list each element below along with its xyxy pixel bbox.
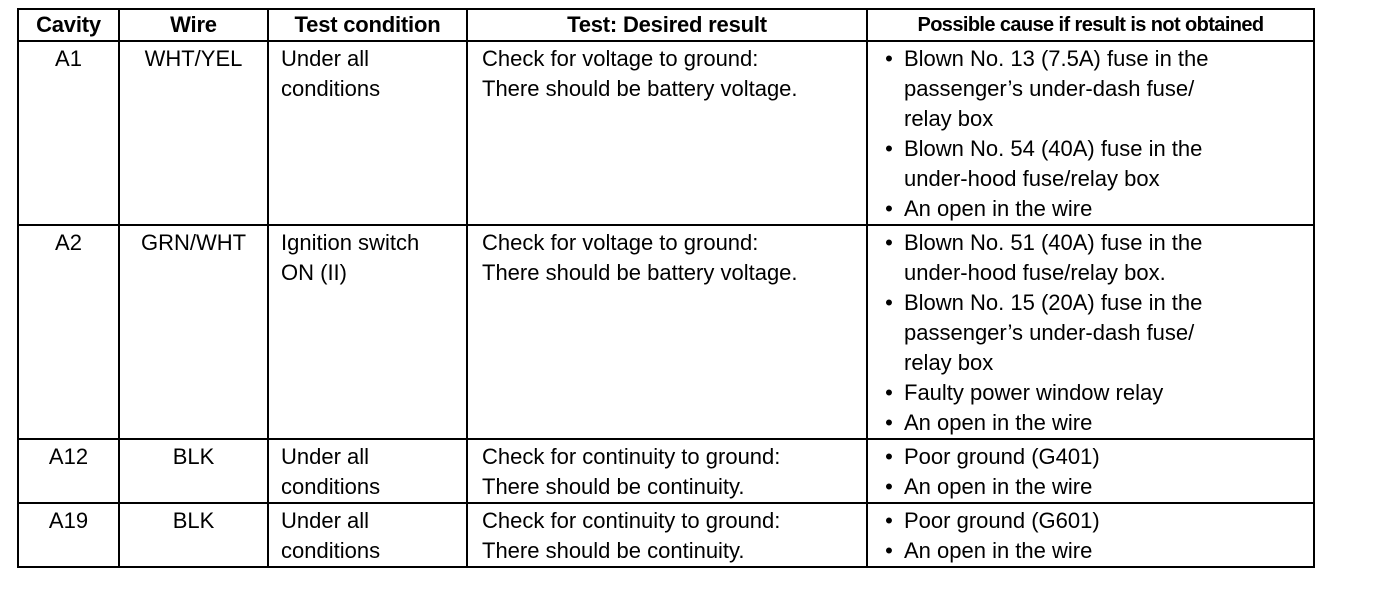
desired-result-cell	[467, 439, 867, 503]
cavity-cell: A12	[18, 439, 119, 503]
cause-item	[882, 134, 1313, 194]
cause-item	[882, 442, 1313, 472]
desired-result-line: There should be continuity.	[482, 538, 745, 563]
possible-cause-cell	[867, 503, 1314, 567]
bullet-icon: •	[885, 474, 893, 499]
cause-line: Blown No. 13 (7.5A) fuse in the	[904, 46, 1209, 71]
test-condition-line: conditions	[281, 538, 381, 563]
desired-result-line: Check for continuity to ground:	[482, 508, 781, 533]
cause-line: An open in the wire	[904, 474, 1093, 499]
table-row	[18, 439, 1314, 503]
cause-line: Blown No. 54 (40A) fuse in the	[904, 136, 1203, 161]
cause-item	[882, 194, 1313, 224]
cavity-cell: A1	[18, 41, 119, 225]
test-condition-line: Under all	[281, 444, 370, 469]
header-wire: Wire	[119, 9, 268, 41]
test-condition-cell	[268, 41, 467, 225]
cause-line: Blown No. 51 (40A) fuse in the	[904, 230, 1203, 255]
bullet-icon: •	[885, 136, 893, 161]
cause-list	[882, 228, 1313, 438]
desired-result-line: Check for continuity to ground:	[482, 444, 781, 469]
bullet-icon: •	[885, 196, 893, 221]
desired-result-line: Check for voltage to ground:	[482, 46, 759, 71]
header-test-condition: Test condition	[268, 9, 467, 41]
header-row	[18, 9, 1314, 41]
bullet-icon: •	[885, 508, 893, 533]
header-cavity: Cavity	[18, 9, 119, 41]
cause-line: Faulty power window relay	[904, 380, 1164, 405]
test-condition-line: ON (II)	[281, 260, 347, 285]
cause-item	[882, 378, 1313, 408]
desired-result-line: There should be battery voltage.	[482, 76, 798, 101]
desired-result-line: There should be battery voltage.	[482, 260, 798, 285]
wire-cell: GRN/WHT	[119, 225, 268, 439]
cause-item	[882, 228, 1313, 288]
cause-item	[882, 288, 1313, 378]
cause-line: An open in the wire	[904, 410, 1093, 435]
cause-item	[882, 506, 1313, 536]
table-row	[18, 503, 1314, 567]
cause-item	[882, 536, 1313, 566]
cause-line: relay box	[904, 106, 994, 131]
bullet-icon: •	[885, 538, 893, 563]
cause-line: An open in the wire	[904, 538, 1093, 563]
cause-item	[882, 408, 1313, 438]
test-condition-line: conditions	[281, 474, 381, 499]
cause-line: Blown No. 15 (20A) fuse in the	[904, 290, 1203, 315]
bullet-icon: •	[885, 444, 893, 469]
cause-line: passenger’s under-dash fuse/	[904, 76, 1195, 101]
cause-line: Poor ground (G401)	[904, 444, 1100, 469]
cavity-cell: A19	[18, 503, 119, 567]
cause-line: passenger’s under-dash fuse/	[904, 320, 1195, 345]
test-condition-cell	[268, 503, 467, 567]
test-condition-line: conditions	[281, 76, 381, 101]
bullet-icon: •	[885, 230, 893, 255]
cause-line: relay box	[904, 350, 994, 375]
test-condition-cell	[268, 439, 467, 503]
cause-list	[882, 506, 1313, 566]
test-condition-cell	[268, 225, 467, 439]
wire-cell: BLK	[119, 503, 268, 567]
possible-cause-cell	[867, 439, 1314, 503]
test-condition-line: Under all	[281, 508, 370, 533]
cavity-cell: A2	[18, 225, 119, 439]
cause-list	[882, 44, 1313, 224]
cause-line: An open in the wire	[904, 196, 1093, 221]
cause-line: Poor ground (G601)	[904, 508, 1100, 533]
desired-result-cell	[467, 225, 867, 439]
table-row	[18, 41, 1314, 225]
cause-line: under-hood fuse/relay box	[904, 166, 1160, 191]
desired-result-line: There should be continuity.	[482, 474, 745, 499]
possible-cause-cell	[867, 41, 1314, 225]
bullet-icon: •	[885, 290, 893, 315]
bullet-icon: •	[885, 380, 893, 405]
cause-line: under-hood fuse/relay box.	[904, 260, 1166, 285]
test-condition-line: Ignition switch	[281, 230, 420, 255]
table-body	[18, 41, 1314, 567]
header-desired-result: Test: Desired result	[467, 9, 867, 41]
cause-item	[882, 472, 1313, 502]
header-possible-cause: Possible cause if result is not obtained	[867, 9, 1314, 41]
possible-cause-cell	[867, 225, 1314, 439]
desired-result-line: Check for voltage to ground:	[482, 230, 759, 255]
connector-test-table	[17, 8, 1315, 568]
desired-result-cell	[467, 41, 867, 225]
wire-cell: WHT/YEL	[119, 41, 268, 225]
bullet-icon: •	[885, 46, 893, 71]
test-condition-line: Under all	[281, 46, 370, 71]
bullet-icon: •	[885, 410, 893, 435]
table-row	[18, 225, 1314, 439]
cause-list	[882, 442, 1313, 502]
cause-item	[882, 44, 1313, 134]
desired-result-cell	[467, 503, 867, 567]
wire-cell: BLK	[119, 439, 268, 503]
